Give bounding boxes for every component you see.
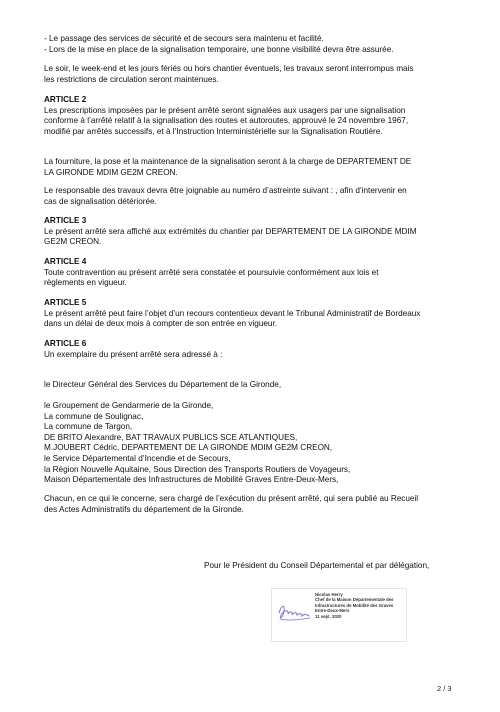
recipient-item: M.JOUBERT Cédric, DEPARTEMENT DE LA GIRONDE MDIM GE2M CREON, [44, 443, 333, 453]
closing-formula: Pour le Président du Conseil Départemental et par délégation, [204, 561, 430, 570]
article-heading: ARTICLE 6 [44, 339, 87, 348]
signature-details [315, 592, 394, 619]
paragraph-line: Le responsable des travaux devra être joignable au numéro d’astreinte suivant : , afin d’intervenir en [44, 186, 407, 195]
bullet-item: - Le passage des services de sécurité et de secours sera maintenu et facilité. [44, 34, 324, 43]
article-heading: ARTICLE 2 [44, 95, 87, 104]
article-6 [44, 339, 456, 360]
recipient-item: le Groupement de Gendarmerie de la Gironde, [44, 401, 214, 410]
article-3 [44, 216, 456, 248]
recipient-item: le Directeur Général des Services du Département de la Gironde, [44, 380, 282, 389]
responsable-paragraph [44, 186, 456, 207]
signature-date: 11 sept. 2020 [315, 613, 342, 619]
article-4 [44, 257, 456, 289]
signer-name: Nicolas Herry [315, 592, 343, 597]
bullet-list [44, 34, 456, 55]
article-heading: ARTICLE 5 [44, 298, 87, 307]
paragraph-line: les restrictions de circulation seront maintenues. [44, 74, 219, 84]
recipient-list [44, 401, 456, 486]
directeur-line [44, 380, 456, 391]
signer-title: Infrastructures de Mobilité des Graves [315, 602, 394, 608]
paragraph-line: Les prescriptions imposées par le présent arrêté seront signalées aux usagers par une signalisation [44, 105, 406, 115]
fourniture-paragraph [44, 157, 456, 178]
article-5 [44, 298, 456, 330]
paragraph-line: cas de signalisation détériorée. [44, 196, 157, 206]
paragraph-line: Le soir, le week-end et les jours fériés ou hors chantier éventuels, les travaux seront interrompus mais [44, 64, 414, 73]
recipient-item: La commune de Soulignac, [44, 411, 144, 421]
article-2 [44, 95, 456, 137]
paragraph-line: GE2M CREON. [44, 237, 102, 247]
paragraph-line: des Actes Administratifs du département de la Gironde. [44, 504, 244, 514]
paragraph-line: La fourniture, la pose et la maintenance de la signalisation seront à la charge de DEPARTEMENT DE [44, 157, 412, 166]
bullet-item: - Lors de la mise en place de la signalisation temporaire, une bonne visibilité devra être assurée. [44, 44, 394, 54]
signer-title: Entre-Deux-Mers [315, 608, 350, 614]
chacun-paragraph [44, 494, 456, 515]
recipient-item: DE BRITO Alexandre, BAT TRAVAUX PUBLICS SCE ATLANTIQUES, [44, 432, 298, 442]
paragraph-line: Le présent arrêté sera affiché aux extrémités du chantier par DEPARTEMENT DE LA GIRONDE MDIM [44, 226, 417, 236]
handwritten-signature [276, 598, 312, 626]
article-heading: ARTICLE 4 [44, 257, 87, 266]
paragraph-line: Le présent arrêté peut faire l’objet d’un recours contentieux devant le Tribunal Administratif de Bordeaux [44, 308, 421, 318]
paragraph-line: LA GIRONDE MDIM GE2M CREON. [44, 167, 178, 177]
paragraph-line: Toute contravention au présent arrêté sera constatée et poursuivie conformément aux lois et [44, 267, 379, 277]
page-number: 2 / 3 [437, 684, 452, 693]
signer-title: Chef de la Maison Départementale des [315, 597, 394, 603]
article-heading: ARTICLE 3 [44, 216, 87, 225]
recipient-item: Maison Départementale des Infrastructures de Mobilité Graves Entre-Deux-Mers, [44, 475, 339, 485]
paragraph-line: dans un délai de deux mois à compter de son entrée en vigueur. [44, 319, 278, 329]
recipient-item: La commune de Targon, [44, 422, 133, 432]
recipient-item: le Service Départemental d’Incendie et de Secours, [44, 453, 231, 463]
paragraph-line: règlements en vigueur. [44, 278, 127, 288]
paragraph-line: conforme à l’arrêté relatif à la signalisation des routes et autoroutes, approuvé le 24 novembre 1967, [44, 116, 409, 126]
paragraph-line: Un exemplaire du présent arrêté sera adressé à : [44, 349, 223, 359]
evening-paragraph [44, 64, 456, 85]
paragraph-line: Chacun, en ce qui le concerne, sera chargé de l’exécution du présent arrêté, qui sera publié au Recueil [44, 494, 419, 503]
paragraph-line: modifié par arrêtés successifs, et à l’Instruction Interministérielle sur la Signalisation Routière. [44, 126, 383, 136]
recipient-item: la Région Nouvelle Aquitaine, Sous Direction des Transports Routiers de Voyageurs, [44, 464, 351, 474]
